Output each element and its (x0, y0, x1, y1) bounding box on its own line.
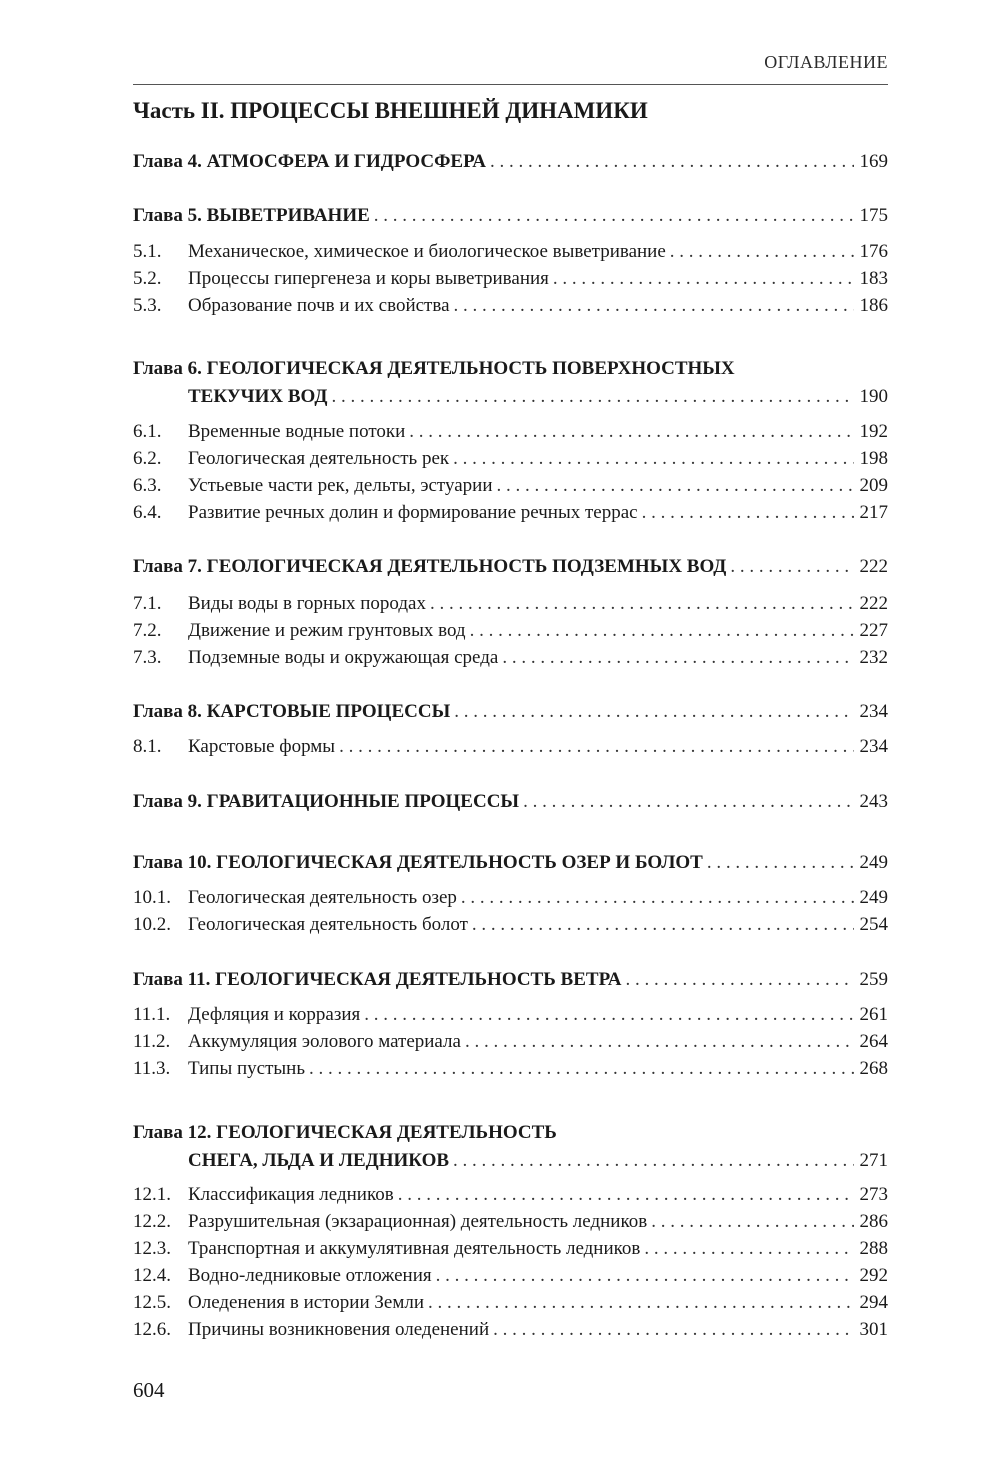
page-number: 604 (133, 1378, 165, 1402)
toc-chapter: Глава 10. ГЕОЛОГИЧЕСКАЯ ДЕЯТЕЛЬНОСТЬ ОЗЕР И БОЛОТ . . . 249 (133, 849, 888, 877)
running-head: ОГЛАВЛЕНИЕ (764, 52, 888, 72)
toc-chapter: Глава 9. ГРАВИТАЦИОННЫЕ ПРОЦЕССЫ . . . 243 (133, 788, 888, 816)
toc-section: 6.2. Геологическая деятельность рек . . . 198 (133, 445, 888, 473)
toc-section: 5.3. Образование почв и их свойства . . . 186 (133, 292, 888, 320)
toc-section: 12.4. Водно-ледниковые отложения . . . 292 (133, 1262, 888, 1290)
toc-section: 11.2. Аккумуляция эолового материала . . . 264 (133, 1028, 888, 1056)
header-rule (133, 84, 888, 85)
toc-chapter-title-line: Глава 12. ГЕОЛОГИЧЕСКАЯ ДЕЯТЕЛЬНОСТЬ (133, 1122, 557, 1143)
toc-chapter: Глава 5. ВЫВЕТРИВАНИЕ . . . 175 (133, 202, 888, 230)
toc-chapter: ТЕКУЧИХ ВОД . . . 190 (133, 383, 888, 411)
toc-chapter: Глава 11. ГЕОЛОГИЧЕСКАЯ ДЕЯТЕЛЬНОСТЬ ВЕТРА . . . 259 (133, 966, 888, 994)
toc-chapter-title-line: Глава 6. ГЕОЛОГИЧЕСКАЯ ДЕЯТЕЛЬНОСТЬ ПОВЕРХНОСТНЫХ (133, 358, 735, 379)
toc-section: 8.1. Карстовые формы . . . 234 (133, 733, 888, 761)
toc-section: 12.1. Классификация ледников . . . 273 (133, 1181, 888, 1209)
toc-chapter: Глава 7. ГЕОЛОГИЧЕСКАЯ ДЕЯТЕЛЬНОСТЬ ПОДЗЕМНЫХ ВОД . . . 222 (133, 553, 888, 581)
toc-section: 6.1. Временные водные потоки . . . 192 (133, 418, 888, 446)
toc-chapter: Глава 4. АТМОСФЕРА И ГИДРОСФЕРА . . . 169 (133, 148, 888, 176)
toc-chapter: Глава 8. КАРСТОВЫЕ ПРОЦЕССЫ . . . 234 (133, 698, 888, 726)
toc-section: 12.6. Причины возникновения оледенений . . . 301 (133, 1316, 888, 1344)
toc-section: 12.5. Оледенения в истории Земли . . . 294 (133, 1289, 888, 1317)
toc-section: 11.3. Типы пустынь . . . 268 (133, 1055, 888, 1083)
toc-section: 11.1. Дефляция и корразия . . . 261 (133, 1001, 888, 1029)
toc-section: 7.3. Подземные воды и окружающая среда . . . 232 (133, 644, 888, 672)
toc-section: 5.2. Процессы гипергенеза и коры выветривания . . . 183 (133, 265, 888, 293)
toc-section: 12.2. Разрушительная (экзарационная) деятельность ледников . . . 286 (133, 1208, 888, 1236)
part-title: Часть II. ПРОЦЕССЫ ВНЕШНЕЙ ДИНАМИКИ (133, 98, 648, 123)
toc-section: 6.3. Устьевые части рек, дельты, эстуарии . . . 209 (133, 472, 888, 500)
toc-section: 7.1. Виды воды в горных породах . . . 222 (133, 590, 888, 618)
toc-section: 7.2. Движение и режим грунтовых вод . . . 227 (133, 617, 888, 645)
toc-chapter: СНЕГА, ЛЬДА И ЛЕДНИКОВ . . . 271 (133, 1147, 888, 1175)
toc-section: 10.2. Геологическая деятельность болот . . . 254 (133, 911, 888, 939)
toc-section: 6.4. Развитие речных долин и формирование речных террас . . . 217 (133, 499, 888, 527)
toc-section: 12.3. Транспортная и аккумулятивная деятельность ледников . . . 288 (133, 1235, 888, 1263)
toc-section: 10.1. Геологическая деятельность озер . . . 249 (133, 884, 888, 912)
toc-section: 5.1. Механическое, химическое и биологическое выветривание . . . 176 (133, 238, 888, 266)
